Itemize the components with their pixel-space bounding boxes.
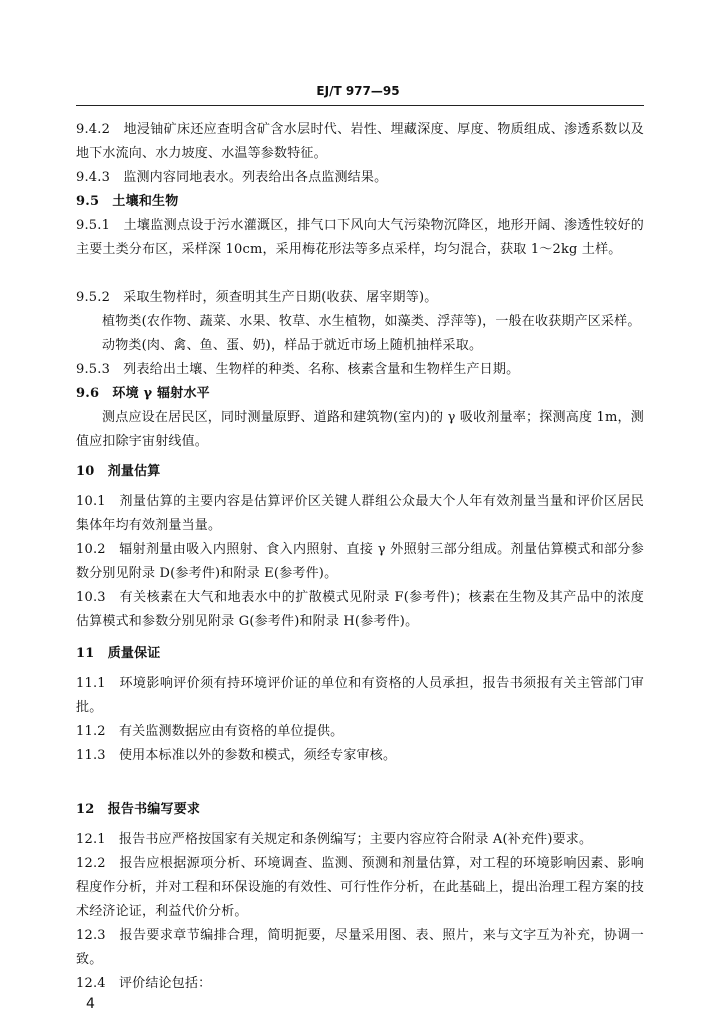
clause-10-3: 10.3 有关核素在大气和地表水中的扩散模式见附录 F(参考件)；核素在生物及其产品中的浓度估算模式和参数分别见附录 G(参考件)和附录 H(参考件)。 <box>76 590 644 629</box>
clause-9-4-2: 9.4.2 地浸铀矿床还应查明含矿含水层时代、岩性、埋藏深度、厚度、物质组成、渗透系数以及地下水流向、水力坡度、水温等参数特征。 <box>76 122 644 161</box>
section-11-heading: 11 质量保证 <box>76 646 161 661</box>
header-divider <box>76 105 644 106</box>
clause-11-2: 11.2 有关监测数据应由有资格的单位提供。 <box>76 724 344 739</box>
clause-10-2: 10.2 辐射剂量由吸入内照射、食入内照射、直接 γ 外照射三部分组成。剂量估算模式和部分参数分别见附录 D(参考件)和附录 E(参考件)。 <box>76 542 644 581</box>
clause-9-5-2: 9.5.2 采取生物样时，须查明其生产日期(收获、屠宰期等)。 <box>76 290 438 305</box>
section-9-5-heading: 9.5 土壤和生物 <box>76 194 179 209</box>
animal-sampling-note: 动物类(肉、禽、鱼、蛋、奶)，样品于就近市场上随机抽样采取。 <box>102 338 483 353</box>
clause-9-4-3: 9.4.3 监测内容同地表水。列表给出各点监测结果。 <box>76 170 388 185</box>
clause-12-3: 12.3 报告要求章节编排合理，简明扼要，尽量采用图、表、照片，来与文字互为补充，协调一致。 <box>76 928 644 967</box>
clause-9-5-1: 9.5.1 土壤监测点设于污水灌溉区，排气口下风向大气污染物沉降区，地形开阔、渗透性较好的主要土类分布区，采样深 10cm，采用梅花形法等多点采样，均匀混合，获取 1～2kg 土样。 <box>76 218 644 257</box>
section-10-heading: 10 剂量估算 <box>76 464 161 479</box>
section-9-6-heading: 9.6 环境 γ 辐射水平 <box>76 386 210 401</box>
page-number: 4 <box>86 996 95 1012</box>
clause-12-4: 12.4 评价结论包括： <box>76 976 212 991</box>
clause-11-1: 11.1 环境影响评价须有持环境评价证的单位和有资格的人员承担，报告书须报有关主管部门审批。 <box>76 676 644 715</box>
gamma-measurement-note: 测点应设在居民区，同时测量原野、道路和建筑物(室内)的 γ 吸收剂量率；探测高度 1m，测值应扣除宇宙射线值。 <box>76 410 644 449</box>
clause-12-2: 12.2 报告应根据源项分析、环境调查、监测、预测和剂量估算，对工程的环境影响因素、影响程度作分析，并对工程和环保设施的有效性、可行性作分析，在此基础上，提出治理工程方案的技术经济论证，利益代价分析。 <box>76 856 644 919</box>
plant-sampling-note: 植物类(农作物、蔬菜、水果、牧草、水生植物，如藻类、浮萍等)，一般在收获期产区采样。 <box>102 314 641 329</box>
clause-12-1: 12.1 报告书应严格按国家有关规定和条例编写；主要内容应符合附录 A(补充件)要求。 <box>76 832 593 847</box>
standard-code-header: EJ/T 977—95 <box>316 84 400 98</box>
clause-10-1: 10.1 剂量估算的主要内容是估算评价区关键人群组公众最大个人年有效剂量当量和评价区居民集体年均有效剂量当量。 <box>76 494 644 533</box>
clause-11-3: 11.3 使用本标准以外的参数和模式，须经专家审核。 <box>76 748 397 763</box>
clause-9-5-3: 9.5.3 列表给出土壤、生物样的种类、名称、核素含量和生物样生产日期。 <box>76 362 520 377</box>
section-12-heading: 12 报告书编写要求 <box>76 802 201 817</box>
